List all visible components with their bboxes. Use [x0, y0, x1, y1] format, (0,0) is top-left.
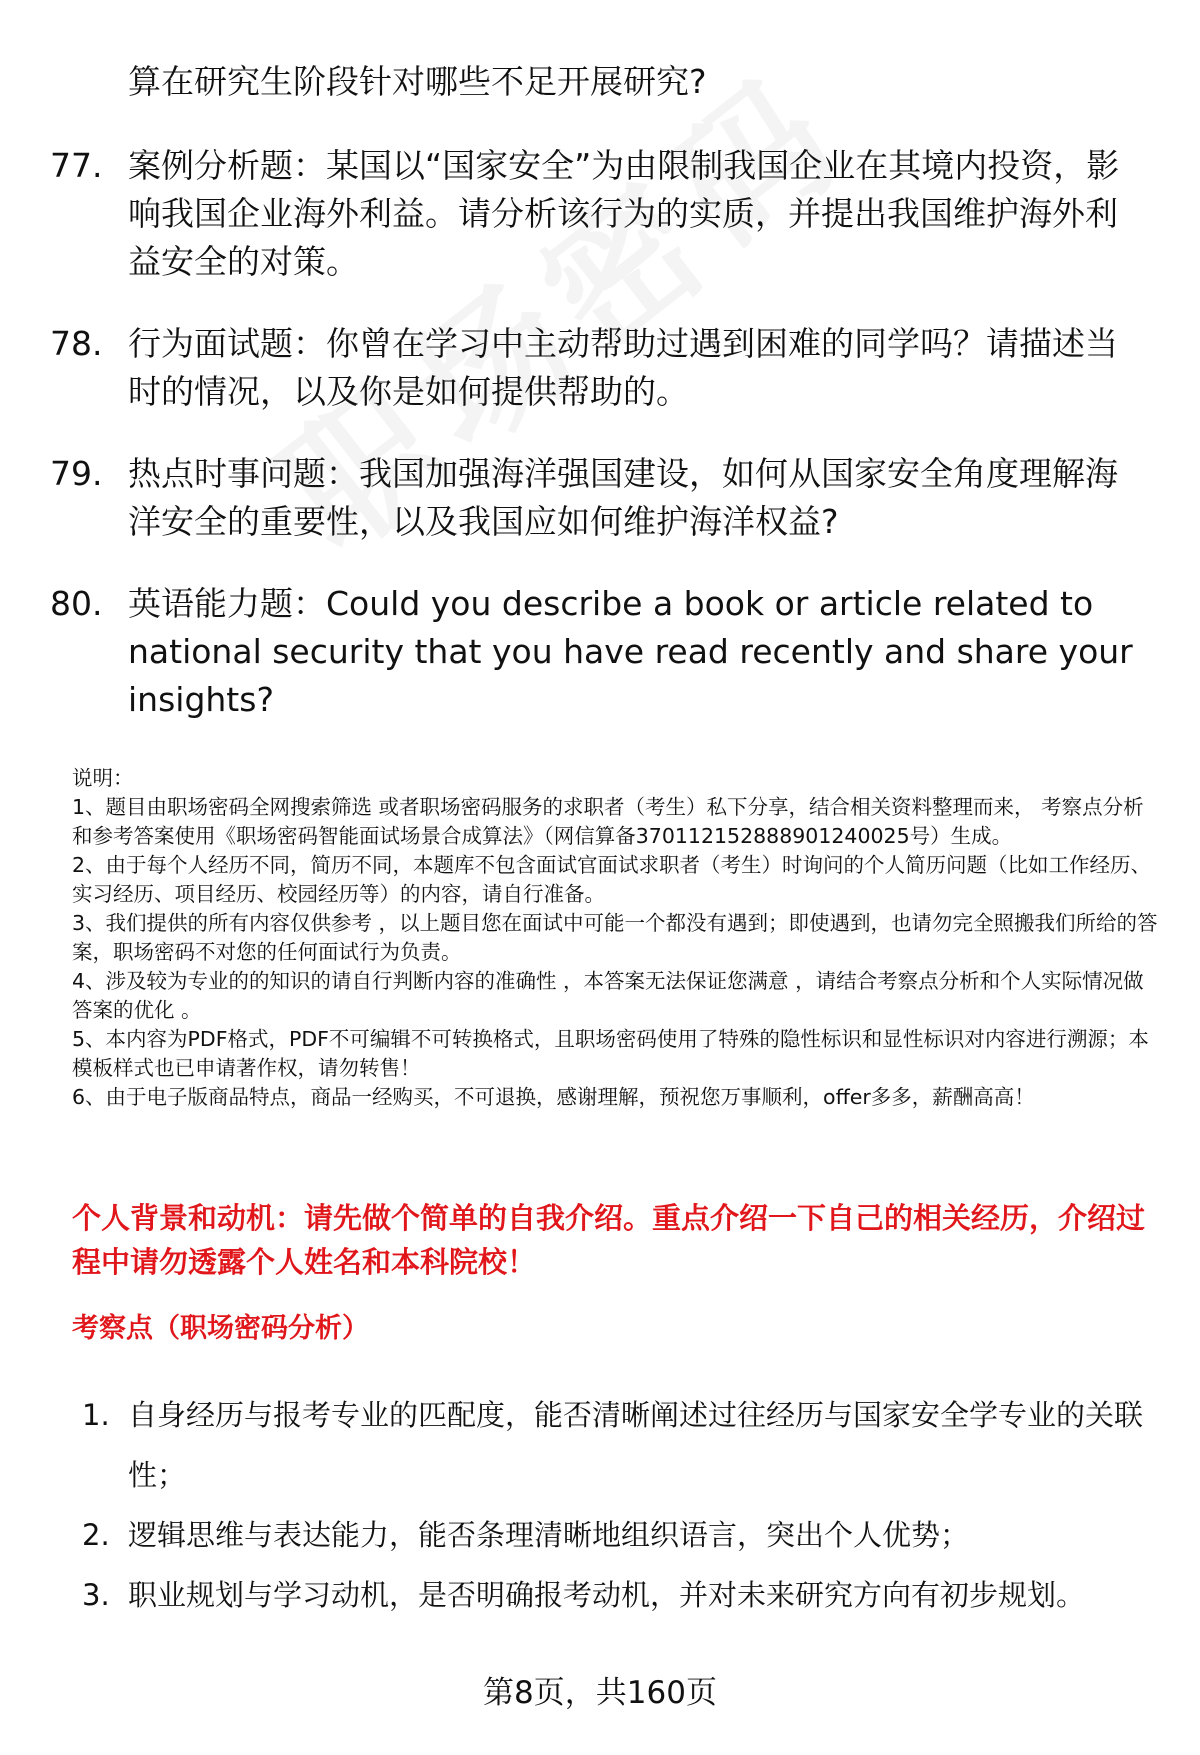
question-number: 79. — [50, 454, 103, 493]
point-text: 职业规划与学习动机，是否明确报考动机，并对未来研究方向有初步规划。 — [128, 1578, 1086, 1612]
question-item — [50, 320, 1150, 416]
question-item — [50, 450, 1150, 546]
notes-section — [72, 764, 1162, 1112]
question-text: 热点时事问题：我国加强海洋强国建设，如何从国家安全角度理解海洋安全的重要性，以及我国应如何维护海洋权益? — [128, 454, 1118, 541]
point-item — [82, 1385, 1152, 1505]
point-text: 逻辑思维与表达能力，能否条理清晰地组织语言，突出个人优势； — [128, 1518, 970, 1552]
note-item: 3、我们提供的所有内容仅供参考 ，以上题目您在面试中可能一个都没有遇到；即使遇到，也请勿完全照搬我们所给的答案，职场密码不对您的任何面试行为负责。 — [72, 911, 1158, 964]
point-number: 2. — [82, 1518, 110, 1552]
point-number: 3. — [82, 1578, 110, 1612]
question-text: 案例分析题：某国以“国家安全”为由限制我国企业在其境内投资，影响我国企业海外利益。请分析该行为的实质，并提出我国维护海外利益安全的对策。 — [128, 146, 1120, 281]
note-item: 2、由于每个人经历不同，简历不同，本题库不包含面试官面试求职者（考生）时询问的个人简历问题（比如工作经历、实习经历、项目经历、校园经历等）的内容，请自行准备。 — [72, 853, 1152, 906]
point-item — [82, 1565, 1152, 1625]
question-number: 77. — [50, 146, 103, 185]
continuation-text: 算在研究生阶段针对哪些不足开展研究? — [128, 62, 707, 101]
note-item: 5、本内容为PDF格式，PDF不可编辑不可转换格式，且职场密码使用了特殊的隐性标识和显性标识对内容进行溯源；本模板样式也已申请著作权，请勿转售！ — [72, 1027, 1149, 1080]
page-footer: 第8页，共160页 — [483, 1675, 717, 1711]
point-number: 1. — [82, 1398, 110, 1432]
question-number: 80. — [50, 584, 103, 623]
section-heading: 个人背景和动机：请先做个简单的自我介绍。重点介绍一下自己的相关经历，介绍过程中请勿透露个人姓名和本科院校！ — [72, 1201, 1146, 1279]
question-text: 英语能力题：Could you describe a book or article related to national security that you have read recently and share your insights? — [128, 584, 1133, 719]
question-number: 78. — [50, 324, 103, 363]
point-list — [82, 1385, 1152, 1625]
sub-heading: 考察点（职场密码分析） — [72, 1313, 369, 1344]
note-item: 6、由于电子版商品特点，商品一经购买，不可退换，感谢理解，预祝您万事顺利，offer多多，薪酬高高！ — [72, 1085, 1035, 1109]
note-item: 1、题目由职场密码全网搜索筛选 或者职场密码服务的求职者（考生）私下分享，结合相关资料整理而来， 考察点分析和参考答案使用《职场密码智能面试场景合成算法》（网信算备370112152888901240025号）生成。 — [72, 795, 1144, 848]
question-item — [50, 142, 1150, 286]
question-item — [50, 580, 1150, 724]
note-item: 4、涉及较为专业的的知识的请自行判断内容的准确性 ，本答案无法保证您满意 ，请结合考察点分析和个人实际情况做答案的优化 。 — [72, 969, 1144, 1022]
point-item — [82, 1505, 1152, 1565]
question-text: 行为面试题：你曾在学习中主动帮助过遇到困难的同学吗？请描述当时的情况，以及你是如何提供帮助的。 — [128, 324, 1118, 411]
point-text: 自身经历与报考专业的匹配度，能否清晰阐述过往经历与国家安全学专业的关联性； — [128, 1398, 1144, 1492]
question-list — [50, 142, 1150, 758]
notes-title: 说明： — [72, 766, 134, 790]
